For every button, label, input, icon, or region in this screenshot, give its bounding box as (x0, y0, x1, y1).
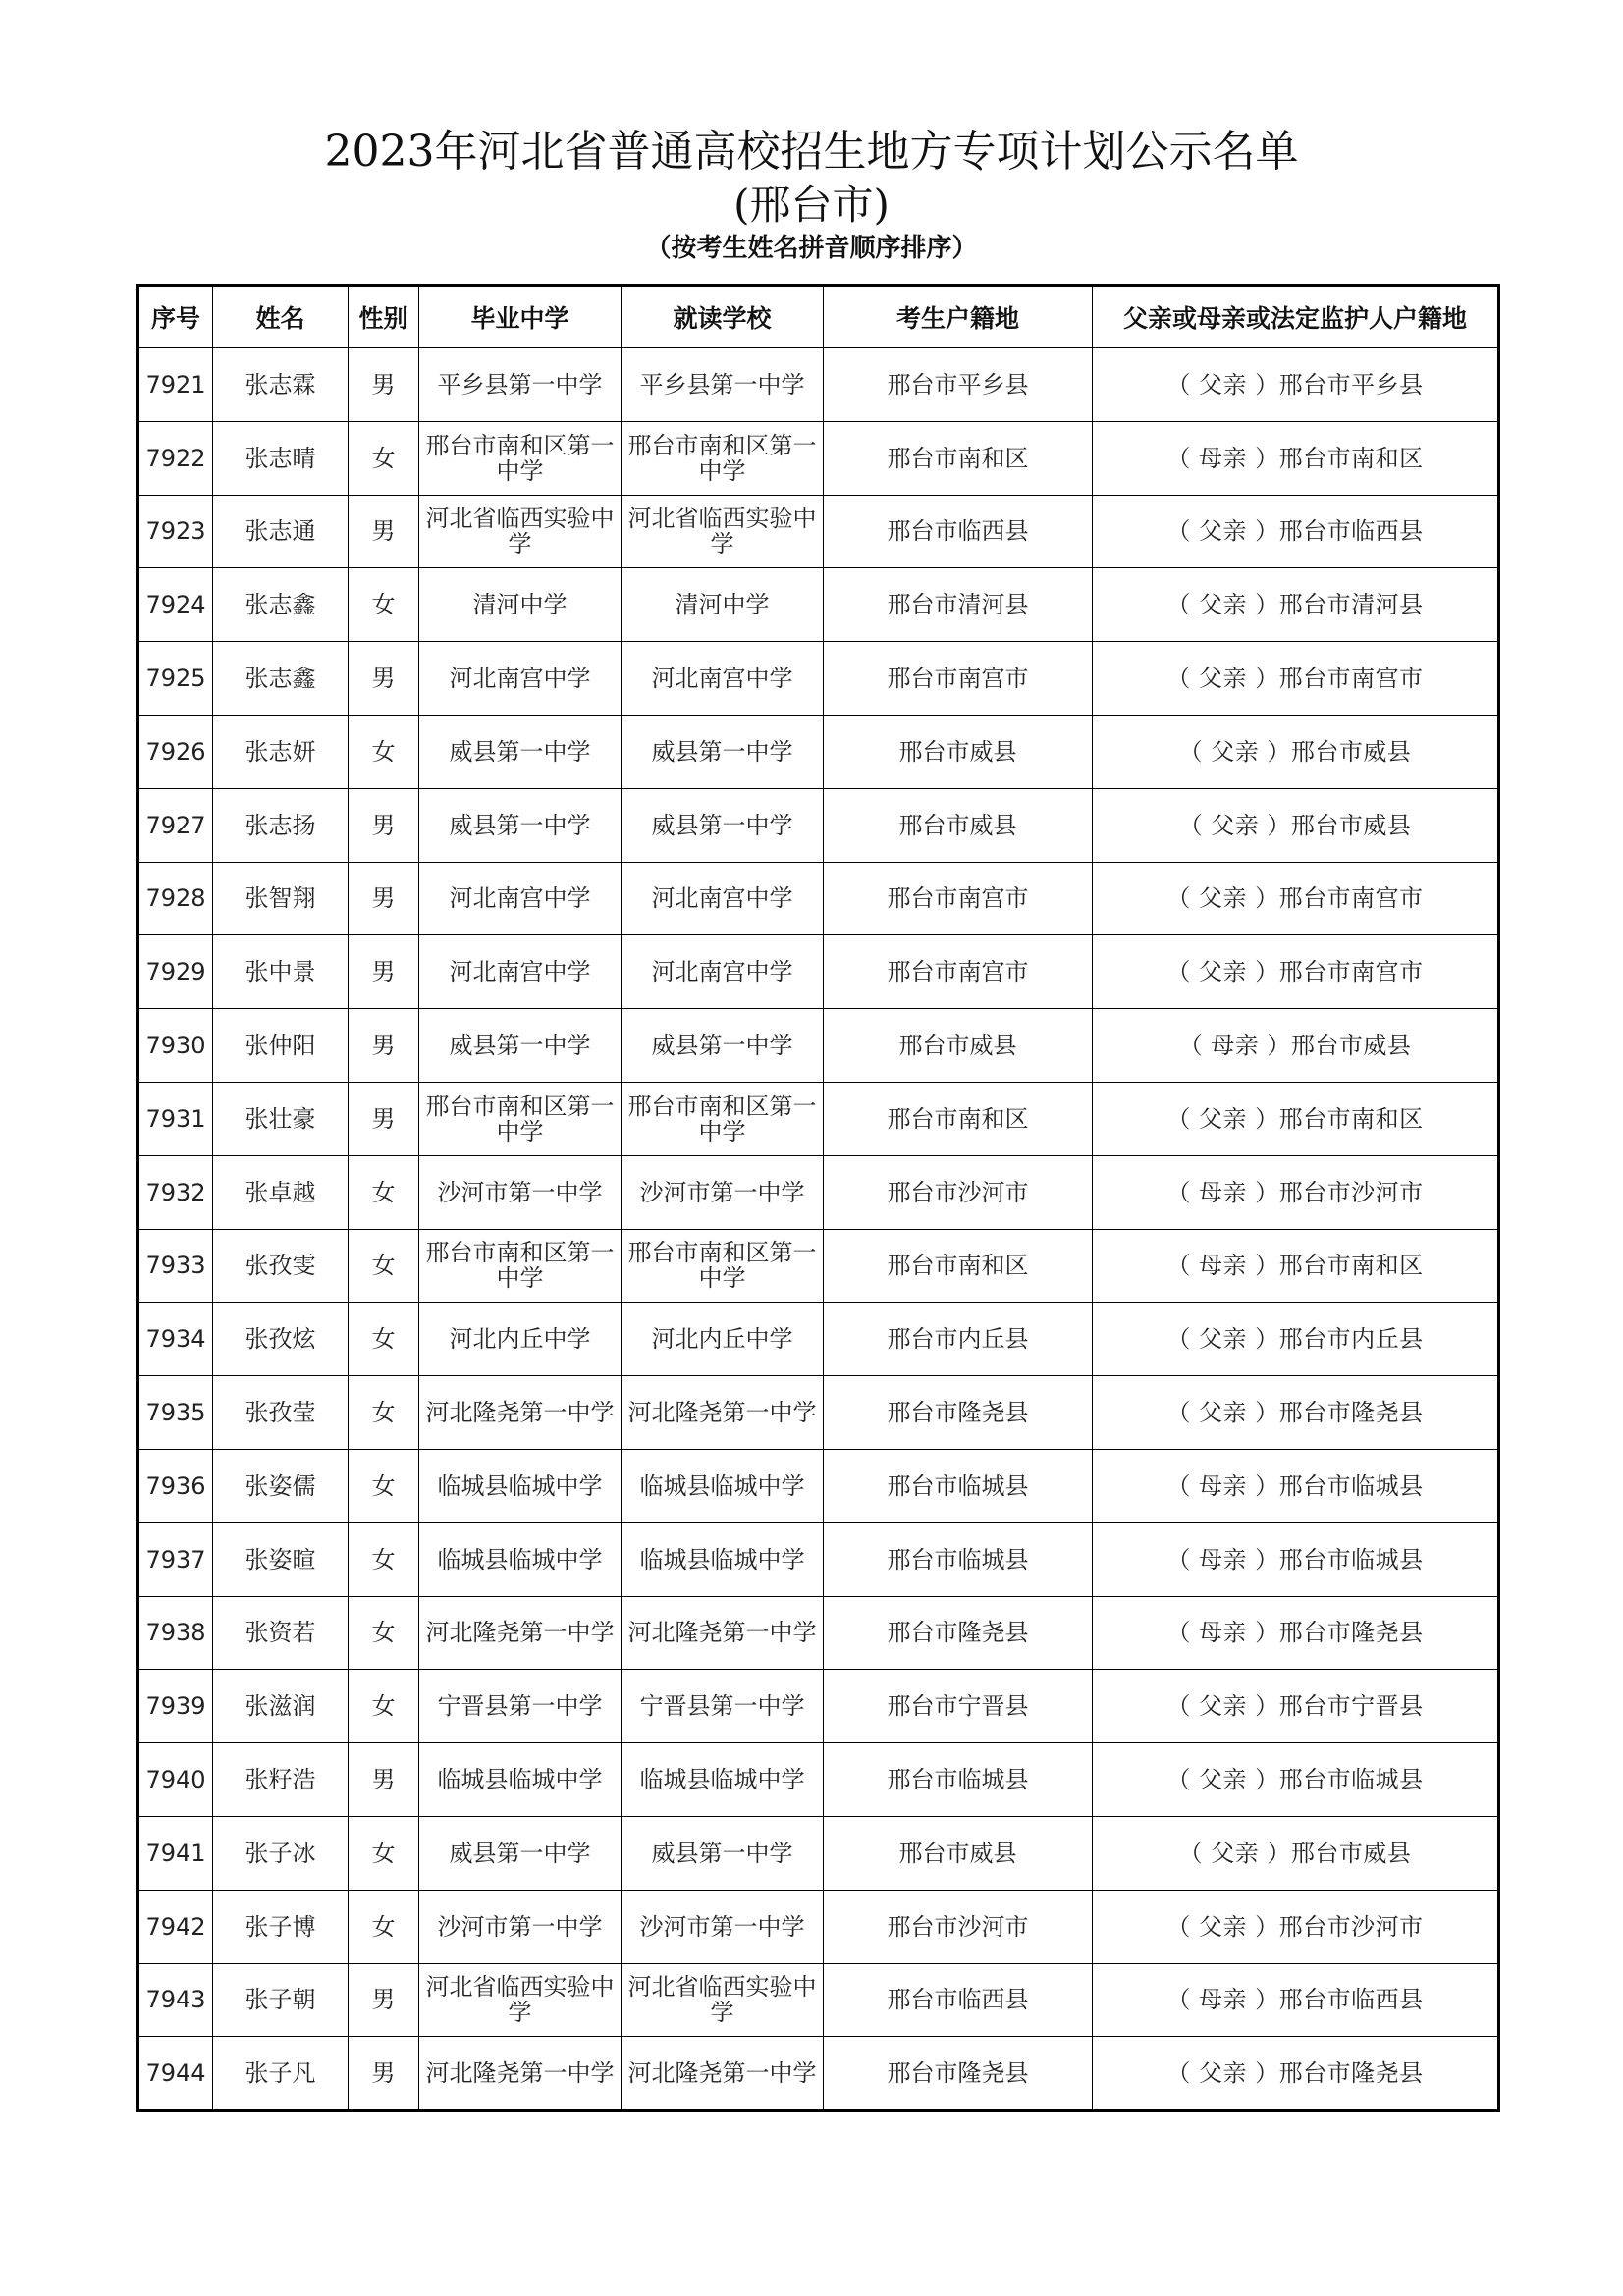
cell-study-school: 威县第一中学 (622, 715, 824, 788)
header-name: 姓名 (213, 286, 349, 348)
cell-guardian: （ 父亲 ）邢台市威县 (1093, 715, 1499, 788)
cell-name: 张志妍 (213, 715, 349, 788)
cell-name: 张志鑫 (213, 642, 349, 716)
cell-grad-school: 威县第一中学 (419, 1009, 622, 1083)
cell-hukou: 邢台市临城县 (824, 1743, 1093, 1817)
cell-gender: 男 (349, 1743, 419, 1817)
cell-study-school: 临城县临城中学 (622, 1743, 824, 1817)
cell-grad-school: 河北内丘中学 (419, 1303, 622, 1376)
cell-gender: 女 (349, 1229, 419, 1303)
cell-guardian: （ 母亲 ）邢台市南和区 (1093, 421, 1499, 495)
cell-gender: 女 (349, 1670, 419, 1743)
cell-seq: 7941 (138, 1816, 213, 1890)
cell-name: 张子博 (213, 1890, 349, 1963)
cell-grad-school: 临城县临城中学 (419, 1522, 622, 1596)
cell-grad-school: 邢台市南和区第一中学 (419, 421, 622, 495)
table-row (138, 1303, 1499, 1376)
cell-gender: 女 (349, 1816, 419, 1890)
table-header-row (138, 286, 1499, 348)
cell-name: 张子冰 (213, 1816, 349, 1890)
cell-gender: 男 (349, 1082, 419, 1155)
table-row (138, 862, 1499, 935)
cell-grad-school: 邢台市南和区第一中学 (419, 1082, 622, 1155)
cell-guardian: （ 父亲 ）邢台市内丘县 (1093, 1303, 1499, 1376)
cell-hukou: 邢台市南和区 (824, 1082, 1093, 1155)
cell-hukou: 邢台市隆尧县 (824, 2037, 1093, 2111)
cell-guardian: （ 父亲 ）邢台市临西县 (1093, 495, 1499, 568)
cell-hukou: 邢台市南宫市 (824, 935, 1093, 1009)
cell-study-school: 邢台市南和区第一中学 (622, 1082, 824, 1155)
cell-hukou: 邢台市隆尧县 (824, 1596, 1093, 1670)
table-row (138, 715, 1499, 788)
cell-grad-school: 清河中学 (419, 568, 622, 642)
sort-note: （按考生姓名拼音顺序排序） (645, 234, 978, 263)
cell-gender: 女 (349, 1303, 419, 1376)
cell-grad-school: 威县第一中学 (419, 715, 622, 788)
header-study-school: 就读学校 (622, 286, 824, 348)
cell-study-school: 河北南宫中学 (622, 935, 824, 1009)
cell-study-school: 河北隆尧第一中学 (622, 2037, 824, 2111)
page-subtitle: (邢台市) (733, 181, 890, 229)
table-row (138, 1743, 1499, 1817)
cell-grad-school: 沙河市第一中学 (419, 1155, 622, 1229)
cell-hukou: 邢台市临城县 (824, 1522, 1093, 1596)
cell-name: 张志通 (213, 495, 349, 568)
cell-study-school: 威县第一中学 (622, 1816, 824, 1890)
cell-grad-school: 威县第一中学 (419, 1816, 622, 1890)
table-row (138, 1449, 1499, 1522)
table-row (138, 788, 1499, 862)
cell-name: 张孜莹 (213, 1376, 349, 1450)
cell-guardian: （ 母亲 ）邢台市临西县 (1093, 1963, 1499, 2037)
cell-seq: 7944 (138, 2037, 213, 2111)
cell-guardian: （ 父亲 ）邢台市平乡县 (1093, 348, 1499, 422)
cell-guardian: （ 父亲 ）邢台市南宫市 (1093, 935, 1499, 1009)
cell-guardian: （ 父亲 ）邢台市宁晋县 (1093, 1670, 1499, 1743)
cell-name: 张志霖 (213, 348, 349, 422)
cell-guardian: （ 父亲 ）邢台市隆尧县 (1093, 1376, 1499, 1450)
table-row (138, 1522, 1499, 1596)
cell-study-school: 威县第一中学 (622, 1009, 824, 1083)
cell-hukou: 邢台市沙河市 (824, 1155, 1093, 1229)
cell-name: 张姿儒 (213, 1449, 349, 1522)
cell-seq: 7922 (138, 421, 213, 495)
cell-study-school: 沙河市第一中学 (622, 1155, 824, 1229)
cell-hukou: 邢台市威县 (824, 788, 1093, 862)
cell-study-school: 河北省临西实验中学 (622, 1963, 824, 2037)
cell-gender: 男 (349, 495, 419, 568)
table-row (138, 1596, 1499, 1670)
cell-grad-school: 河北南宫中学 (419, 642, 622, 716)
cell-gender: 女 (349, 715, 419, 788)
cell-seq: 7933 (138, 1229, 213, 1303)
cell-gender: 女 (349, 1890, 419, 1963)
cell-guardian: （ 母亲 ）邢台市沙河市 (1093, 1155, 1499, 1229)
cell-grad-school: 河北省临西实验中学 (419, 1963, 622, 2037)
student-list-table (136, 284, 1500, 2112)
table-row (138, 1009, 1499, 1083)
table-row (138, 1816, 1499, 1890)
cell-grad-school: 河北省临西实验中学 (419, 495, 622, 568)
cell-hukou: 邢台市临城县 (824, 1449, 1093, 1522)
header-seq: 序号 (138, 286, 213, 348)
cell-grad-school: 平乡县第一中学 (419, 348, 622, 422)
cell-study-school: 临城县临城中学 (622, 1522, 824, 1596)
cell-hukou: 邢台市威县 (824, 1009, 1093, 1083)
table-row (138, 1155, 1499, 1229)
cell-name: 张智翔 (213, 862, 349, 935)
cell-seq: 7925 (138, 642, 213, 716)
cell-name: 张壮豪 (213, 1082, 349, 1155)
cell-guardian: （ 父亲 ）邢台市威县 (1093, 1816, 1499, 1890)
cell-grad-school: 临城县临城中学 (419, 1449, 622, 1522)
cell-name: 张资若 (213, 1596, 349, 1670)
cell-seq: 7928 (138, 862, 213, 935)
table-row (138, 1890, 1499, 1963)
cell-guardian: （ 父亲 ）邢台市威县 (1093, 788, 1499, 862)
cell-gender: 女 (349, 1449, 419, 1522)
cell-study-school: 清河中学 (622, 568, 824, 642)
cell-hukou: 邢台市清河县 (824, 568, 1093, 642)
cell-study-school: 河北南宫中学 (622, 862, 824, 935)
cell-name: 张孜雯 (213, 1229, 349, 1303)
cell-seq: 7942 (138, 1890, 213, 1963)
cell-guardian: （ 父亲 ）邢台市清河县 (1093, 568, 1499, 642)
cell-study-school: 宁晋县第一中学 (622, 1670, 824, 1743)
cell-seq: 7935 (138, 1376, 213, 1450)
cell-name: 张子凡 (213, 2037, 349, 2111)
cell-gender: 男 (349, 642, 419, 716)
table-row (138, 642, 1499, 716)
cell-hukou: 邢台市南和区 (824, 421, 1093, 495)
cell-guardian: （ 母亲 ）邢台市隆尧县 (1093, 1596, 1499, 1670)
cell-gender: 女 (349, 1155, 419, 1229)
cell-seq: 7921 (138, 348, 213, 422)
cell-hukou: 邢台市沙河市 (824, 1890, 1093, 1963)
cell-study-school: 威县第一中学 (622, 788, 824, 862)
cell-name: 张籽浩 (213, 1743, 349, 1817)
cell-gender: 男 (349, 2037, 419, 2111)
cell-study-school: 沙河市第一中学 (622, 1890, 824, 1963)
cell-hukou: 邢台市隆尧县 (824, 1376, 1093, 1450)
cell-guardian: （ 母亲 ）邢台市南和区 (1093, 1229, 1499, 1303)
cell-hukou: 邢台市南和区 (824, 1229, 1093, 1303)
cell-gender: 女 (349, 568, 419, 642)
table-body (138, 348, 1499, 2111)
cell-grad-school: 河北隆尧第一中学 (419, 2037, 622, 2111)
table-row (138, 421, 1499, 495)
cell-hukou: 邢台市内丘县 (824, 1303, 1093, 1376)
cell-gender: 男 (349, 935, 419, 1009)
cell-grad-school: 河北隆尧第一中学 (419, 1376, 622, 1450)
cell-seq: 7931 (138, 1082, 213, 1155)
header-guardian: 父亲或母亲或法定监护人户籍地 (1093, 286, 1499, 348)
cell-name: 张仲阳 (213, 1009, 349, 1083)
page-title: 2023年河北省普通高校招生地方专项计划公示名单 (324, 127, 1299, 177)
table-row (138, 1082, 1499, 1155)
cell-guardian: （ 父亲 ）邢台市南宫市 (1093, 642, 1499, 716)
cell-grad-school: 河北隆尧第一中学 (419, 1596, 622, 1670)
cell-gender: 女 (349, 421, 419, 495)
cell-name: 张志鑫 (213, 568, 349, 642)
header-hukou: 考生户籍地 (824, 286, 1093, 348)
cell-seq: 7939 (138, 1670, 213, 1743)
cell-study-school: 河北隆尧第一中学 (622, 1376, 824, 1450)
cell-seq: 7937 (138, 1522, 213, 1596)
cell-seq: 7943 (138, 1963, 213, 2037)
header-gender: 性别 (349, 286, 419, 348)
table-row (138, 2037, 1499, 2111)
cell-gender: 男 (349, 1009, 419, 1083)
table-row (138, 1376, 1499, 1450)
cell-gender: 男 (349, 862, 419, 935)
table-row (138, 1229, 1499, 1303)
cell-name: 张志扬 (213, 788, 349, 862)
cell-name: 张孜炫 (213, 1303, 349, 1376)
cell-hukou: 邢台市临西县 (824, 1963, 1093, 2037)
cell-study-school: 河北南宫中学 (622, 642, 824, 716)
cell-guardian: （ 母亲 ）邢台市临城县 (1093, 1449, 1499, 1522)
cell-study-school: 邢台市南和区第一中学 (622, 1229, 824, 1303)
cell-study-school: 平乡县第一中学 (622, 348, 824, 422)
cell-seq: 7932 (138, 1155, 213, 1229)
table-row (138, 348, 1499, 422)
cell-seq: 7938 (138, 1596, 213, 1670)
header-grad-school: 毕业中学 (419, 286, 622, 348)
cell-study-school: 河北隆尧第一中学 (622, 1596, 824, 1670)
cell-grad-school: 河北南宫中学 (419, 935, 622, 1009)
table-row (138, 1963, 1499, 2037)
cell-guardian: （ 父亲 ）邢台市南宫市 (1093, 862, 1499, 935)
table-row (138, 568, 1499, 642)
cell-gender: 女 (349, 1376, 419, 1450)
cell-study-school: 邢台市南和区第一中学 (622, 421, 824, 495)
cell-name: 张志晴 (213, 421, 349, 495)
cell-gender: 男 (349, 788, 419, 862)
cell-grad-school: 宁晋县第一中学 (419, 1670, 622, 1743)
cell-gender: 女 (349, 1522, 419, 1596)
cell-name: 张滋润 (213, 1670, 349, 1743)
cell-seq: 7940 (138, 1743, 213, 1817)
cell-seq: 7924 (138, 568, 213, 642)
cell-guardian: （ 父亲 ）邢台市临城县 (1093, 1743, 1499, 1817)
cell-name: 张子朝 (213, 1963, 349, 2037)
cell-grad-school: 河北南宫中学 (419, 862, 622, 935)
cell-hukou: 邢台市平乡县 (824, 348, 1093, 422)
cell-study-school: 河北内丘中学 (622, 1303, 824, 1376)
cell-name: 张中景 (213, 935, 349, 1009)
cell-guardian: （ 母亲 ）邢台市临城县 (1093, 1522, 1499, 1596)
table-row (138, 1670, 1499, 1743)
cell-study-school: 临城县临城中学 (622, 1449, 824, 1522)
cell-seq: 7926 (138, 715, 213, 788)
cell-grad-school: 沙河市第一中学 (419, 1890, 622, 1963)
table-row (138, 495, 1499, 568)
cell-guardian: （ 父亲 ）邢台市隆尧县 (1093, 2037, 1499, 2111)
cell-gender: 男 (349, 1963, 419, 2037)
cell-hukou: 邢台市南宫市 (824, 862, 1093, 935)
cell-seq: 7936 (138, 1449, 213, 1522)
cell-hukou: 邢台市临西县 (824, 495, 1093, 568)
cell-seq: 7934 (138, 1303, 213, 1376)
cell-study-school: 河北省临西实验中学 (622, 495, 824, 568)
cell-guardian: （ 母亲 ）邢台市威县 (1093, 1009, 1499, 1083)
cell-hukou: 邢台市威县 (824, 715, 1093, 788)
table-row (138, 935, 1499, 1009)
cell-hukou: 邢台市宁晋县 (824, 1670, 1093, 1743)
cell-gender: 男 (349, 348, 419, 422)
cell-seq: 7923 (138, 495, 213, 568)
cell-gender: 女 (349, 1596, 419, 1670)
cell-guardian: （ 父亲 ）邢台市沙河市 (1093, 1890, 1499, 1963)
cell-grad-school: 威县第一中学 (419, 788, 622, 862)
cell-seq: 7927 (138, 788, 213, 862)
cell-guardian: （ 父亲 ）邢台市南和区 (1093, 1082, 1499, 1155)
cell-name: 张姿暄 (213, 1522, 349, 1596)
cell-hukou: 邢台市南宫市 (824, 642, 1093, 716)
cell-seq: 7929 (138, 935, 213, 1009)
cell-name: 张卓越 (213, 1155, 349, 1229)
cell-seq: 7930 (138, 1009, 213, 1083)
cell-hukou: 邢台市威县 (824, 1816, 1093, 1890)
cell-grad-school: 临城县临城中学 (419, 1743, 622, 1817)
cell-grad-school: 邢台市南和区第一中学 (419, 1229, 622, 1303)
